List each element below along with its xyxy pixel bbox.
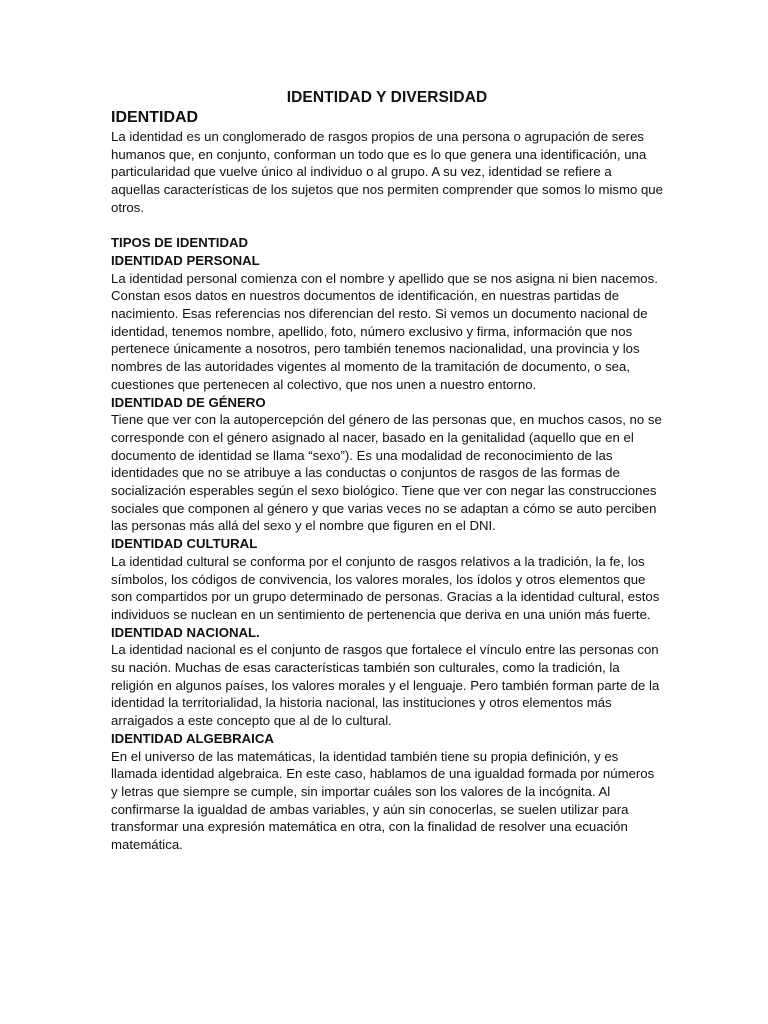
paragraph-identidad-nacional: La identidad nacional es el conjunto de rasgos que fortalece el vínculo entre las personas con su nación. Muchas de esas características también son culturales, como la tradición, la religión en algunos países, los valores morales y el lenguaje. Pero también forman parte de la identidad la territorialidad, la historia nacional, las instituciones y otros elementos más arraigados a este concepto que al de lo cultural. <box>111 642 660 729</box>
main-heading: IDENTIDAD <box>111 109 199 126</box>
paragraph-identidad-genero: Tiene que ver con la autopercepción del género de las personas que, en muchos casos, no se corresponde con el género asignado al nacer, basado en la genitalidad (aquello que en el documento de identidad se llama “sexo”). Es una modalidad de reconocimiento de las identidades que no se atribuye a las conductas o conjuntos de rasgos de las formas de socialización esperables según el sexo biológico. Tiene que ver con negar las construcciones sociales que componen al género y que varias veces no se adaptan a cómo se auto perciben las personas más allá del sexo y el nombre que figuren en el DNI. <box>111 412 662 534</box>
paragraph-identidad-cultural: La identidad cultural se conforma por el conjunto de rasgos relativos a la tradición, la fe, los símbolos, los códigos de convivencia, los valores morales, los ídolos y otros elementos que son compartidos por un grupo determinado de personas. Gracias a la identidad cultural, estos individuos se nuclean en un sentimiento de pertenencia que deriva en una unión más fuerte. <box>111 553 660 622</box>
paragraph-identidad-personal: La identidad personal comienza con el nombre y apellido que se nos asigna ni bien nacemos. Constan esos datos en nuestros documentos de identificación, en nuestras partidas de nacimiento. Esas referencias nos diferencian del resto. Si vemos un documento nacional de identidad, tenemos nombre, apellido, foto, número exclusivo y firma, información que nos pertenece únicamente a nosotros, pero también tenemos nacionalidad, una provincia y los nombres de las autoridades vigentes al momento de la tramitación de documento, o sea, cuestiones que pertenecen al colectivo, que nos unen a nuestro entorno. <box>111 270 658 392</box>
document-page <box>111 88 663 854</box>
heading-identidad-nacional: IDENTIDAD NACIONAL. <box>111 624 260 640</box>
document-title: IDENTIDAD Y DIVERSIDAD <box>286 89 488 106</box>
heading-identidad-personal: IDENTIDAD PERSONAL <box>111 252 260 268</box>
types-heading: TIPOS DE IDENTIDAD <box>111 235 249 251</box>
heading-identidad-cultural: IDENTIDAD CULTURAL <box>111 536 258 552</box>
heading-identidad-algebraica: IDENTIDAD ALGEBRAICA <box>111 730 274 746</box>
paragraph-identidad-algebraica: En el universo de las matemáticas, la identidad también tiene su propia definición, y es llamada identidad algebraica. En este caso, hablamos de una igualdad formada por números y letras que siempre se cumple, sin importar cuáles son los valores de la incógnita. Al confirmarse la igualdad de ambas variables, y aún sin conocerlas, se suelen utilizar para transformar una expresión matemática en otra, con la finalidad de resolver una ecuación matemática. <box>111 748 655 853</box>
blank-line <box>111 217 663 235</box>
intro-paragraph: La identidad es un conglomerado de rasgos propios de una persona o agrupación de seres humanos que, en conjunto, conforman un todo que es lo que genera una identificación, una particularidad que vuelve único al individuo o al grupo. A su vez, identidad se refiere a aquellas características de los sujetos que nos permiten comprender que somos lo mismo que otros. <box>111 129 663 215</box>
heading-identidad-genero: IDENTIDAD DE GÉNERO <box>111 394 266 410</box>
